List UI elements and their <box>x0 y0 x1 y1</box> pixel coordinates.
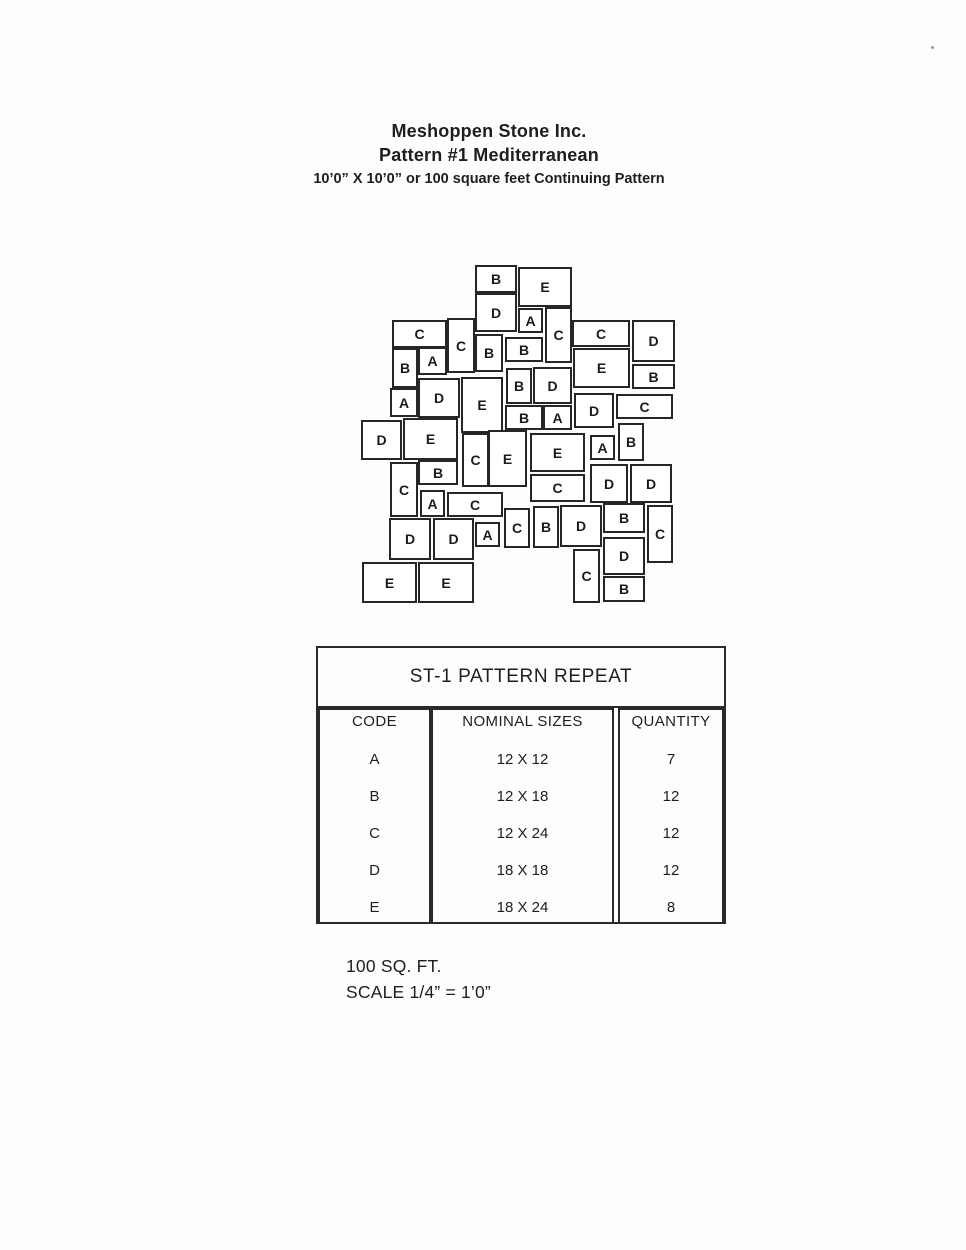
tile-C <box>504 508 530 548</box>
tile-B <box>392 348 418 388</box>
tile-label: D <box>433 390 445 406</box>
nominal-size-cells <box>433 741 612 926</box>
table-cell-size: 12 X 24 <box>496 825 549 842</box>
tile-A <box>543 405 572 430</box>
table-cell-qty: 12 <box>662 825 680 842</box>
tile-label: C <box>398 481 410 498</box>
table-cell-qty: 12 <box>662 788 680 805</box>
tile-label: A <box>427 353 438 369</box>
tile-label: D <box>588 402 600 419</box>
tile-A <box>418 347 447 375</box>
tile-C <box>447 318 475 373</box>
table-cell-size: 18 X 18 <box>496 862 549 879</box>
tile-label: A <box>427 495 438 512</box>
tile-D <box>560 505 602 547</box>
tile-label: D <box>490 304 502 321</box>
tile-label: B <box>618 581 630 597</box>
tile-label: B <box>513 378 525 394</box>
tile-C <box>390 462 418 517</box>
column-header-quantity: QUANTITY <box>631 713 711 730</box>
table-title: ST-1 PATTERN REPEAT <box>318 648 724 708</box>
tile-label: D <box>575 518 587 534</box>
tile-label: E <box>502 450 513 467</box>
tile-D <box>632 320 675 362</box>
tile-label: C <box>470 452 481 468</box>
tile-B <box>603 576 645 602</box>
tile-E <box>530 433 585 472</box>
tile-A <box>475 522 500 547</box>
table-body <box>318 708 724 924</box>
column-code <box>318 708 431 924</box>
tile-C <box>573 549 600 603</box>
tile-C <box>545 307 572 363</box>
tile-D <box>630 464 672 503</box>
tile-D <box>389 518 431 560</box>
column-header-nominal-sizes: NOMINAL SIZES <box>462 713 583 730</box>
tile-label: B <box>483 345 495 361</box>
tile-A <box>420 490 445 517</box>
tile-C <box>572 320 630 347</box>
tile-A <box>518 308 543 333</box>
tile-D <box>603 537 645 575</box>
tile-A <box>590 435 615 460</box>
tile-B <box>603 503 645 533</box>
tile-label: B <box>618 510 630 526</box>
tile-B <box>533 506 559 548</box>
tile-E <box>488 430 527 487</box>
tile-label: C <box>511 520 523 536</box>
tile-label: D <box>404 531 416 547</box>
pattern-subtitle: 10’0” X 10’0” or 100 square feet Continuing Pattern <box>313 171 665 187</box>
tile-label: D <box>645 475 657 492</box>
tile-label: E <box>477 397 487 413</box>
tile-B <box>618 423 644 461</box>
tile-C <box>616 394 673 419</box>
tile-label: E <box>540 279 550 295</box>
code-cells <box>320 741 429 926</box>
tile-label: B <box>432 464 444 481</box>
tile-B <box>505 337 543 362</box>
tile-label: A <box>482 526 493 543</box>
tile-E <box>518 267 572 307</box>
tile-A <box>390 388 418 417</box>
tile-label: E <box>552 444 563 461</box>
tile-C <box>447 492 503 517</box>
tile-C <box>462 433 489 487</box>
tile-label: C <box>455 337 467 354</box>
column-nominal-sizes <box>431 708 614 924</box>
tile-label: B <box>490 271 502 287</box>
area-note: 100 SQ. FT. <box>346 956 442 976</box>
tile-label: A <box>597 439 608 456</box>
tile-label: D <box>648 333 659 349</box>
tile-C <box>647 505 673 563</box>
table-cell-size: 18 X 24 <box>496 899 549 916</box>
tile-label: B <box>648 368 659 385</box>
tile-label: D <box>547 377 558 394</box>
table-cell-code: D <box>369 862 380 879</box>
quantity-cells <box>620 741 722 926</box>
table-cell-qty: 8 <box>666 899 676 916</box>
table-cell-qty: 7 <box>666 751 676 768</box>
tile-label: D <box>448 531 459 547</box>
tile-E <box>461 377 503 433</box>
tile-label: D <box>618 548 630 564</box>
tile-D <box>433 518 474 560</box>
tile-label: E <box>425 431 436 447</box>
footnotes <box>346 953 491 1005</box>
tile-B <box>505 405 543 430</box>
tile-label: A <box>552 409 563 426</box>
table-cell-size: 12 X 18 <box>496 788 549 805</box>
tile-label: B <box>399 360 411 376</box>
tile-B <box>475 265 517 293</box>
tile-label: E <box>441 574 451 591</box>
table-cell-code: C <box>369 825 380 842</box>
tile-E <box>362 562 417 603</box>
tile-label: B <box>518 341 530 358</box>
table-cell-size: 12 X 12 <box>496 751 549 768</box>
tile-D <box>574 393 614 428</box>
tile-B <box>475 334 503 372</box>
tile-label: C <box>414 326 425 342</box>
tile-label: D <box>376 432 387 448</box>
tile-label: C <box>552 480 563 496</box>
tile-D <box>533 367 572 404</box>
tile-B <box>418 460 458 485</box>
tile-label: D <box>603 475 615 492</box>
tile-E <box>403 418 458 460</box>
tile-label: C <box>469 496 481 513</box>
pattern-title: Pattern #1 Mediterranean <box>379 145 599 165</box>
tile-C <box>392 320 447 348</box>
table-cell-code: B <box>369 788 380 805</box>
tile-C <box>530 474 585 502</box>
tile-E <box>573 348 630 388</box>
tile-B <box>632 364 675 389</box>
table-cell-qty: 12 <box>662 862 680 879</box>
tile-label: C <box>581 568 592 584</box>
tile-label: E <box>384 574 395 591</box>
scale-note: SCALE 1/4” = 1’0” <box>346 982 491 1002</box>
pattern-repeat-table <box>316 646 726 924</box>
tile-label: A <box>525 312 536 329</box>
tile-D <box>361 420 402 460</box>
tile-label: B <box>540 519 552 535</box>
tile-label: B <box>518 409 530 426</box>
table-cell-code: A <box>369 751 380 768</box>
tile-D <box>418 378 460 418</box>
company-name: Meshoppen Stone Inc. <box>391 121 587 141</box>
tile-label: E <box>596 360 607 376</box>
tile-B <box>506 368 532 404</box>
tile-D <box>475 293 517 332</box>
column-header-code: CODE <box>352 713 397 730</box>
tile-label: C <box>654 526 666 542</box>
tile-D <box>590 464 628 503</box>
tile-label: B <box>625 434 637 450</box>
tile-E <box>418 562 474 603</box>
tile-label: A <box>398 394 410 411</box>
column-quantity <box>618 708 724 924</box>
table-cell-code: E <box>369 899 380 916</box>
tile-label: C <box>553 327 564 343</box>
tile-label: C <box>595 325 607 342</box>
tile-label: C <box>639 398 650 415</box>
